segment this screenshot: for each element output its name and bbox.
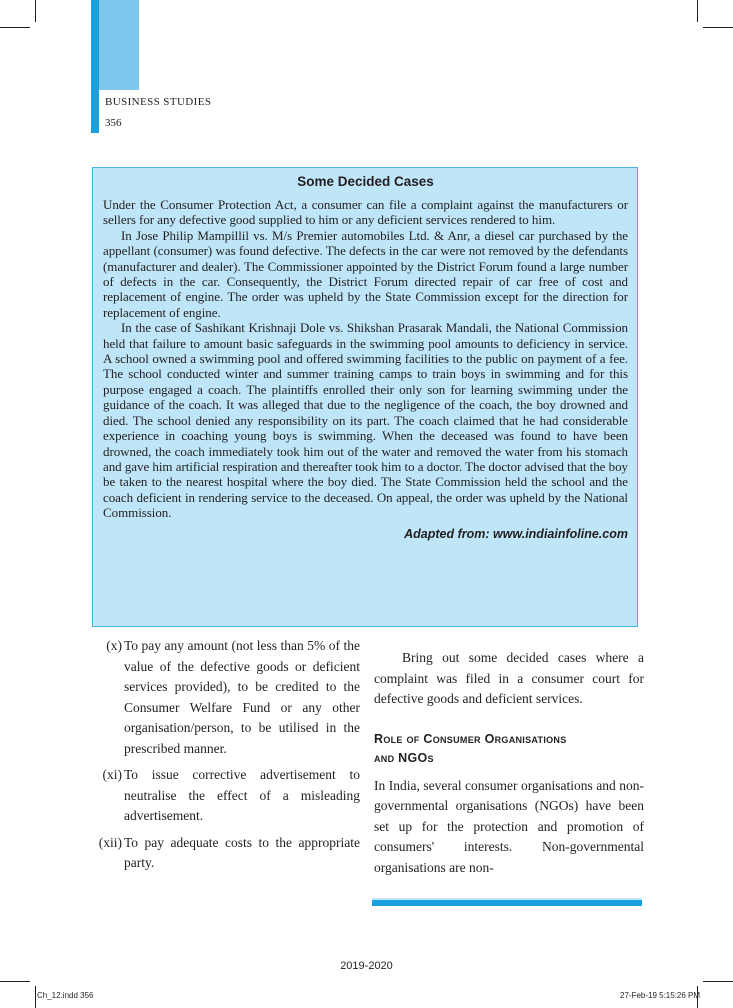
running-head: BUSINESS STUDIES — [105, 96, 212, 108]
list-item-number: (xii) — [98, 834, 122, 850]
left-column — [94, 636, 360, 880]
list-item — [94, 833, 360, 874]
print-slug-date: 27-Feb-19 5:15:26 PM — [620, 991, 701, 1000]
crop-mark-top-left-v — [35, 0, 36, 22]
page-bottom-rule — [372, 898, 642, 906]
list-item — [94, 765, 360, 827]
list-item-text: To issue corrective advertisement to neutralise the effect of a misleading advertisement. — [124, 767, 360, 823]
box-paragraph-case-2: In the case of Sashikant Krishnaji Dole vs. Shikshan Prasarak Mandali, the National Commission held that failure to amount basic safeguards in the swimming pool amounts to deficiency in service. A school owned a swimming pool and offered swimming facilities to the public on payment of a fee. The school conducted winter and summer training camps to train boys in swimming and for this purpose engaged a coach. The plaintiffs enrolled their only son for learning swimming under the guidance of the coach. It was alleged that due to the negligence of the coach, the boy drowned and died. The school denied any responsibility on its part. The coach claimed that he had considerable experience in coaching young boys is swimming. When the deceased was found to have been drowned, the coach immediately took him out of the water and removed the water from his stomach and gave him artificial respiration and thereafter took him to a doctor. The doctor advised that the boy be taken to the nearest hospital where the boy died. The State Commission held the school and the coach deficient in rendering service to the deceased. On appeal, the order was upheld by the National Commission. — [103, 320, 628, 521]
print-slug-file: Ch_12.indd 356 — [37, 991, 94, 1000]
crop-mark-top-left-h — [0, 27, 30, 28]
list-item-number: (x) — [106, 638, 122, 653]
crop-mark-bottom-right-h — [703, 981, 733, 982]
section-heading — [374, 730, 644, 768]
section-heading-line-2: and NGOs — [374, 750, 434, 765]
list-item-text: To pay any amount (not less than 5% of the value of the defective goods or deficient services provided), to be credited to the Consumer Welfare Fund or any other organisation/person, to be utilised in the prescribed manner. — [124, 638, 360, 756]
box-source-credit: Adapted from: www.indiainfoline.com — [404, 526, 628, 541]
header-accent-block — [99, 0, 139, 90]
box-paragraph-case-1: In Jose Philip Mampillil vs. M/s Premier automobiles Ltd. & Anr, a diesel car purchased by the appellant (consumer) was found defective. The defects in the car were not removed by the defendants (manufacturer and dealer). The Commissioner appointed by the District Forum found a large number of defects in the car. Consequently, the District Forum directed repair of car free of cost and replacement of engine. The order was upheld by the State Commission except for the direction for replacement of engine. — [103, 227, 628, 320]
box-paragraph-intro: Under the Consumer Protection Act, a consumer can file a complaint against the manufacturers or sellers for any defective good supplied to him or any deficient services rendered to him. — [103, 197, 628, 228]
list-item-text: To pay adequate costs to the appropriate party. — [124, 834, 360, 870]
crop-mark-top-right-h — [703, 27, 733, 28]
list-item — [94, 636, 360, 759]
crop-mark-bottom-left-v — [35, 986, 36, 1008]
header-accent-bar — [91, 0, 99, 133]
section-heading-line-1: Role of Consumer Organisations — [374, 731, 567, 746]
box-title: Some Decided Cases — [297, 174, 434, 189]
footer-year: 2019-2020 — [340, 960, 393, 972]
decided-cases-box — [92, 167, 638, 627]
section-body-text: In India, several consumer organisations and non-governmental organisations (NGOs) have been set up for the protection and promotion of consumers' interests. Non-governmental organisations are non- — [374, 777, 644, 875]
list-item-number: (xi) — [102, 767, 122, 782]
activity-prompt: Bring out some decided cases where a complaint was filed in a consumer court for defective goods and deficient services. — [374, 650, 644, 706]
crop-mark-top-right-v — [697, 0, 698, 22]
page-number: 356 — [105, 117, 122, 129]
crop-mark-bottom-left-h — [0, 981, 30, 982]
right-column — [374, 648, 644, 878]
